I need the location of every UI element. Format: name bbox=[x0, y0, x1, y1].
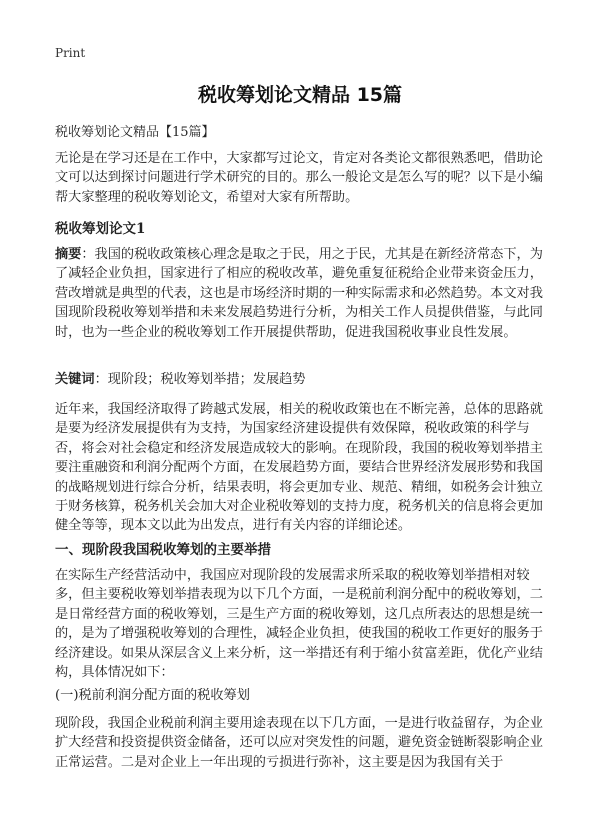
keywords-text: ：现阶段；税收筹划举措；发展趋势 bbox=[94, 372, 306, 387]
body-paragraph-3: 现阶段，我国企业税前利润主要用途表现在以下几方面，一是进行收益留存，为企业扩大经营和投资提供资金储备，还可以应对突发性的问题，避免资金链断裂影响企业正常运营。二是对企业上一年出现的亏损进行弥补，这主要是因为我国有关于 bbox=[55, 716, 543, 770]
heading-3: (一)税前利润分配方面的税收筹划 bbox=[55, 688, 250, 703]
intro-paragraph: 无论是在学习还是在工作中，大家都写过论文，肯定对各类论文都很熟悉吧，借助论文可以达到探讨问题进行学术研究的目的。那么一般论文是怎么写的呢？以下是小编帮大家整理的税收筹划论文，希望对大家有所帮助。 bbox=[55, 151, 543, 205]
section1-title: 税收筹划论文1 bbox=[55, 221, 146, 237]
print-label[interactable]: Print bbox=[55, 46, 86, 60]
body-paragraph-1: 近年来，我国经济取得了跨越式发展，相关的税收政策也在不断完善，总体的思路就是要为经济发展提供有为支持，为国家经济建设提供有效保障，税收政策的科学与否，将会对社会稳定和经济发展造成较大的影响。在现阶段，我国的税收筹划举措主要注重融资和利润分配两个方面，在发展趋势方面，要结合世界经济发展形势和我国的战略规划进行综合分析，结果表明，将会更加专业、规范、精细，如税务会计独立于财务核算，税务机关会加大对企业税收筹划的支持力度，税务机关的信息将会更加健全等等，现本文以此为出发点，进行有关内容的详细论述。 bbox=[55, 402, 543, 534]
keywords-label: 关键词 bbox=[55, 372, 95, 387]
body-paragraph-2: 在实际生产经营活动中，我国应对现阶段的发展需求所采取的税收筹划举措相对较多，但主要税收筹划举措表现为以下几个方面，一是税前利润分配中的税收筹划，二是日常经营方面的税收筹划，三是生产方面的税收筹划，这几点所表达的思想是统一的，是为了增强税收筹划的合理性，减轻企业负担，使我国的税收工作更好的服务于经济建设。如果从深层含义上来分析，这一举措还有利于缩小贫富差距，优化产业结构，具体情况如下： bbox=[55, 568, 543, 681]
keywords-paragraph bbox=[55, 370, 547, 389]
abstract-paragraph bbox=[55, 245, 547, 342]
heading-2: 一、现阶段我国税收筹划的主要举措 bbox=[55, 542, 271, 558]
abstract-text: ：我国的税收政策核心理念是取之于民，用之于民，尤其是在新经济常态下，为了减轻企业负担，国家进行了相应的税收改革，避免重复征税给企业带来资金压力，营改增就是典型的代表，这也是市场经济时期的一种实际需求和必然趋势。本文对我国现阶段税收筹划举措和未来发展趋势进行分析，为相关工作人员提供借鉴，与此同时，也为一些企业的税收筹划工作开展提供帮助，促进我国税收事业良性发展。 bbox=[55, 247, 543, 340]
abstract-label: 摘要 bbox=[55, 247, 82, 262]
document-subtitle: 税收筹划论文精品【15篇】 bbox=[55, 125, 215, 140]
document-title: 税收筹划论文精品 15篇 bbox=[197, 84, 403, 106]
